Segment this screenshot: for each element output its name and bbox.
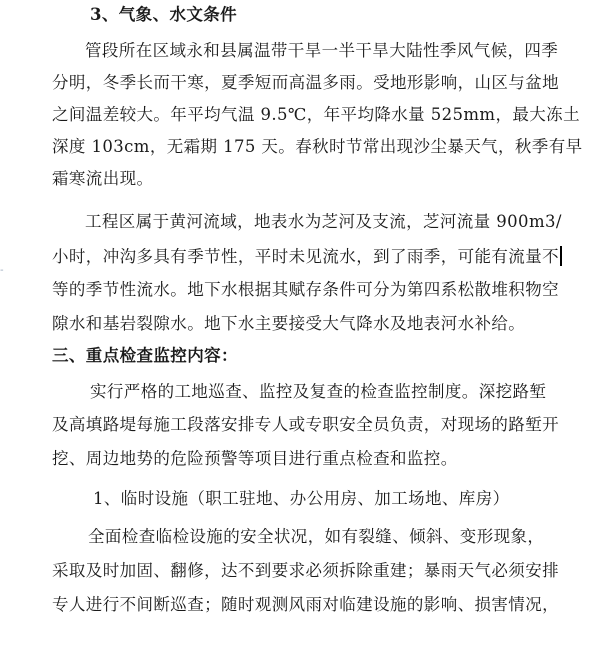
paragraph-line: 分明，冬季长而干寒，夏季短而高温多雨。受地形影响，山区与盆地 xyxy=(52,73,559,92)
paragraph-line: 深度 103cm，无霜期 175 天。春秋时节常出现沙尘暴天气，秋季有早 xyxy=(52,137,583,156)
paragraph-line: 等的季节性流水。地下水根据其赋存条件可分为第四系松散堆积物空 xyxy=(52,280,559,299)
paragraph-line: 及高填路堤每施工段落安排专人或专职安全员负责，对现场的路堑开 xyxy=(52,415,559,434)
section-heading-inspection: 三、重点检查监控内容： xyxy=(52,346,238,365)
paragraph-line: 挖、周边地势的危险预警等项目进行重点检查和监控。 xyxy=(52,449,458,468)
paragraph-line: 工程区属于黄河流域，地表水为芝河及支流，芝河流量 900m3/ xyxy=(85,212,562,231)
paragraph-line: 采取及时加固、翻修，达不到要求必须拆除重建；暴雨天气必须安排 xyxy=(52,561,559,580)
paragraph-line: 之间温差较大。年平均气温 9.5℃，年平均降水量 525mm，最大冻土 xyxy=(52,105,580,124)
section-heading-weather: 3、气象、水文条件 xyxy=(90,5,238,24)
paragraph-line: 全面检查临检设施的安全状况，如有裂缝、倾斜、变形现象， xyxy=(88,527,545,546)
paragraph-line: 隙水和基岩裂隙水。地下水主要接受大气降水及地表河水补给。 xyxy=(52,314,526,333)
paragraph-line: 管段所在区域永和县属温带干旱一半干旱大陆性季风气候，四季 xyxy=(85,41,559,60)
paragraph-line: 专人进行不间断巡查；随时观测风雨对临建设施的影响、损害情况， xyxy=(52,595,559,614)
list-item-temporary-facilities: 1、临时设施（职工驻地、办公用房、加工场地、库房） xyxy=(93,489,510,508)
paragraph-line-with-cursor[interactable] xyxy=(52,246,562,268)
text-cursor-icon xyxy=(560,246,562,266)
paragraph-line: 实行严格的工地巡查、监控及复查的检查监控制度。深挖路堑 xyxy=(90,382,547,401)
paragraph-line: 霜寒流出现。 xyxy=(52,169,154,188)
margin-marker-icon: - xyxy=(0,265,4,276)
paragraph-text: 小时，冲沟多具有季节性，平时未见流水，到了雨季，可能有流量不 xyxy=(52,247,559,266)
